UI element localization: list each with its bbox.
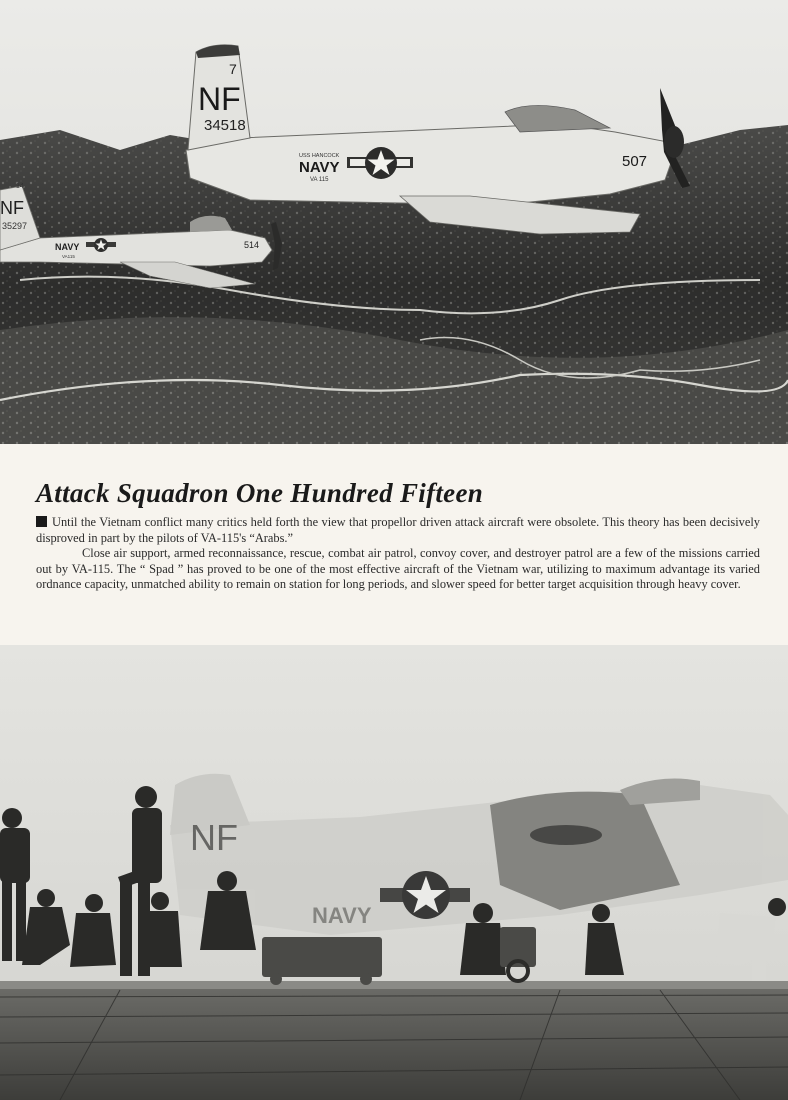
- intro-paragraph-text: Until the Vietnam conflict many critics held forth the view that propellor driven attack aircraft were obsolete. This theory has been decisively disproved in part by the pilots of VA-115's “Arabs.”: [36, 515, 760, 545]
- wing-aircraft-nose-number: 514: [244, 240, 260, 250]
- wing-aircraft-service-label: NAVY: [55, 242, 80, 252]
- top-photo-skyraiders-over-mountains: [0, 0, 788, 444]
- crew-member-kneeling: [22, 889, 182, 967]
- wing-aircraft-tail-code: NF: [0, 198, 24, 218]
- wing-aircraft-tail-modex: 14: [16, 183, 24, 190]
- lead-aircraft-bureau-number: 34518: [204, 117, 246, 134]
- lead-aircraft-tail-modex: 7: [229, 61, 237, 77]
- intro-paragraph: [36, 515, 760, 546]
- bottom-photo-carrier-launch: [0, 645, 788, 1100]
- wing-aircraft-squadron: VA115: [62, 254, 75, 259]
- lead-aircraft-nose-number: 507: [622, 153, 648, 170]
- launching-aircraft-tail-code: NF: [190, 817, 238, 858]
- lead-aircraft-squadron: VA 115: [310, 177, 329, 183]
- article-text-block: [36, 478, 760, 593]
- lead-aircraft-ship-name: USS HANCOCK: [299, 153, 340, 159]
- lead-aircraft-tail-code: NF: [198, 81, 241, 117]
- missions-paragraph: Close air support, armed reconnaissance, rescue, combat air patrol, convoy cover, and destroyer patrol are a few of the missions carried out by VA-115. The “ Spad ” has proved to be one of the most effective aircraft of the Vietnam war, utilizing to maximum advantage its varied ordnance capacity, unmatched ability to remain on station for long periods, and slower speed for better target acquisition through heavy cover.: [36, 546, 760, 592]
- launching-aircraft-service-label: NAVY: [312, 903, 372, 928]
- wing-aircraft-bureau-number: 35297: [2, 221, 28, 231]
- top-photo-image: [0, 0, 788, 444]
- bottom-photo-image: [0, 645, 788, 1100]
- page-title: Attack Squadron One Hundred Fifteen: [36, 478, 484, 508]
- square-bullet-icon: [36, 516, 47, 527]
- lead-aircraft-service-label: NAVY: [299, 159, 340, 176]
